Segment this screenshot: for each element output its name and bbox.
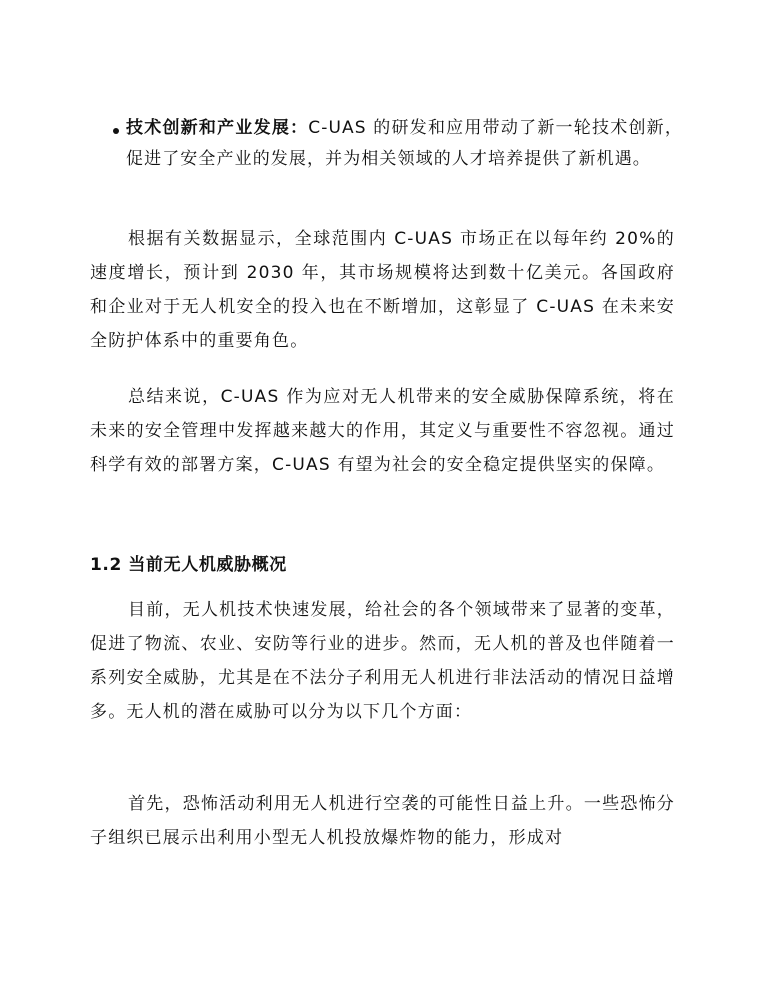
bullet-body: C-UAS 的研发和应用带动了新一轮技术创新，促进了安全产业的发展，并为相关领域的人才培养提供了新机遇。 (126, 118, 684, 169)
terrorism-paragraph: 首先，恐怖活动利用无人机进行空袭的可能性日益上升。一些恐怖分子组织已展示出利用小型无人机投放爆炸物的能力，形成对 (90, 794, 675, 848)
market-paragraph: 根据有关数据显示，全球范围内 C-UAS 市场正在以每年约 20%的速度增长，预计到 2030 年，其市场规模将达到数十亿美元。各国政府和企业对于无人机安全的投入也在不断增加，这彰显了 C-UAS 在未来安全防护体系中的重要角色。 (90, 229, 675, 351)
section-heading: 1.2 当前无人机威胁概况 (90, 555, 287, 575)
bullet-lead: 技术创新和产业发展： (126, 118, 309, 138)
bullet-item (108, 113, 683, 175)
summary-paragraph: 总结来说，C-UAS 作为应对无人机带来的安全威胁保障系统，将在未来的安全管理中发挥越来越大的作用，其定义与重要性不容忽视。通过科学有效的部署方案，C-UAS 有望为社会的安全稳定提供坚实的保障。 (90, 387, 675, 475)
threat-overview-paragraph: 目前，无人机技术快速发展，给社会的各个领域带来了显著的变革，促进了物流、农业、安防等行业的进步。然而，无人机的普及也伴随着一系列安全威胁，尤其是在不法分子利用无人机进行非法活动的情况日益增多。无人机的潜在威胁可以分为以下几个方面： (90, 600, 675, 722)
bullet-text (126, 113, 683, 175)
bullet-dot-icon (113, 128, 119, 134)
